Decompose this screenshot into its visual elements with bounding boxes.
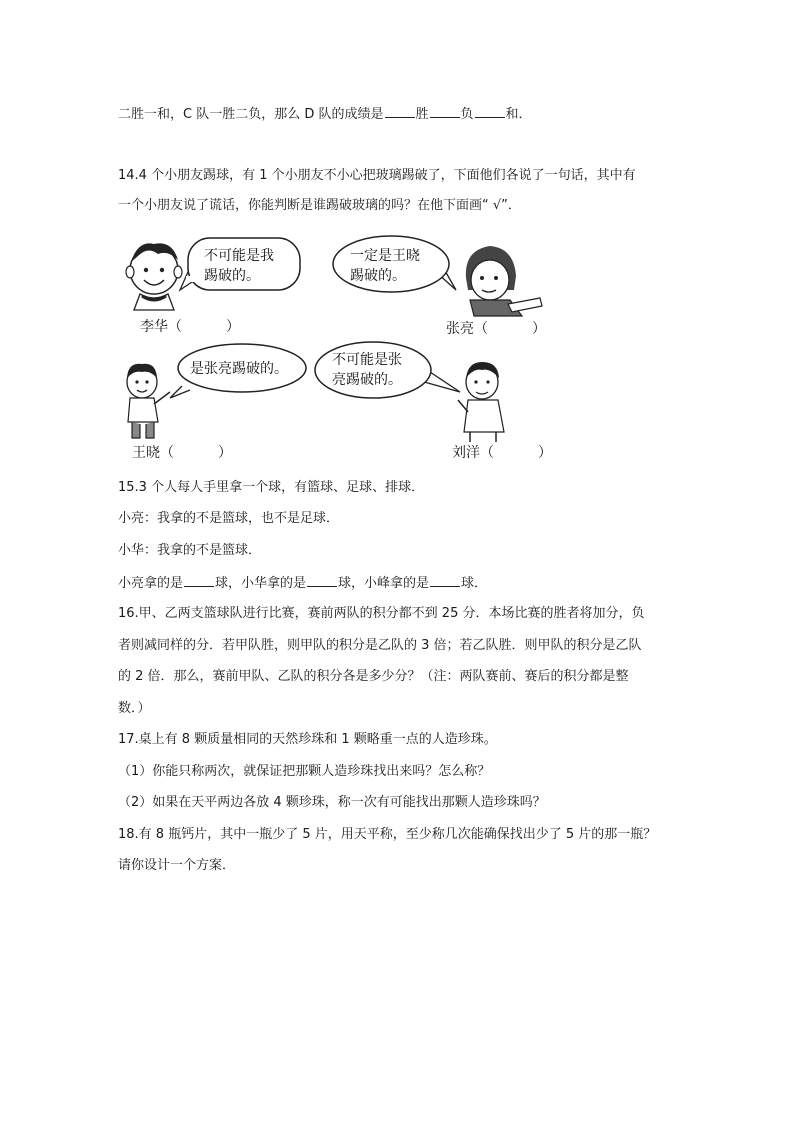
answer-blank[interactable] [307, 572, 337, 587]
lihua-name-label [140, 316, 240, 336]
answer-blank[interactable] [430, 103, 460, 118]
answer-blank[interactable] [385, 103, 415, 118]
zhangliang-speech-bubble [333, 236, 456, 292]
lihua-cartoon [126, 243, 182, 310]
paren-open: （ [480, 445, 494, 461]
q13-text-3: 负 [460, 107, 474, 122]
question-14-line-2: 一个小朋友说了谎话，你能判断是谁踢破玻璃的吗？在他下面画“ √”． [118, 198, 521, 213]
wangxiao-cartoon [127, 364, 170, 438]
children-speech-figure [118, 232, 552, 468]
liuyang-bubble-line-1: 不可能是张 [332, 352, 402, 368]
wangxiao-speech-bubble [170, 344, 306, 398]
q13-text-1: 二胜一和，C 队一胜二负，那么 D 队的成绩是 [118, 107, 384, 122]
question-15-xiaoliang: 小亮：我拿的不是篮球，也不是足球． [118, 511, 340, 526]
question-15: 15.3 个人每人手里拿一个球，有篮球、足球、排球． [118, 480, 425, 495]
lihua-bubble-line-2: 踢破的。 [204, 268, 260, 284]
answer-blank[interactable] [184, 572, 214, 587]
figure-svg [118, 232, 548, 468]
question-17-part-2: （2）如果在天平两边各放 4 颗珍珠，称一次有可能找出那颗人造珍珠吗？ [118, 795, 546, 810]
zhangliang-bubble-line-1: 一定是王晓 [350, 248, 420, 264]
liuyang-name-label [452, 442, 552, 462]
wangxiao-bubble-line-1: 是张亮踢破的。 [190, 361, 288, 377]
zhangliang-cartoon [466, 246, 542, 316]
question-17: 17.桌上有 8 颗质量相同的天然珍珠和 1 颗略重一点的人造珍珠。 [118, 732, 497, 747]
paren-close: ） [538, 445, 552, 461]
q15-text-1: 小亮拿的是 [118, 576, 184, 591]
lihua-speech-bubble [180, 238, 300, 290]
liuyang-cartoon [458, 362, 504, 442]
q13-text-2: 胜 [415, 107, 429, 122]
zhangliang-bubble-line-2: 踢破的。 [350, 268, 406, 284]
paren-open: （ [160, 445, 174, 461]
wangxiao-name: 王晓 [132, 445, 160, 461]
liuyang-bubble-line-2: 亮踢破的。 [332, 372, 402, 388]
paren-close: ） [532, 321, 546, 337]
paren-close: ） [218, 445, 232, 461]
liuyang-name: 刘洋 [452, 445, 480, 461]
lihua-bubble-line-1: 不可能是我 [204, 248, 274, 264]
paren-close: ） [226, 319, 240, 335]
question-17-part-1: （1）你能只称两次，就保证把那颗人造珍珠找出来吗？怎么称？ [118, 764, 491, 779]
question-15-xiaohua: 小华：我拿的不是篮球． [118, 543, 262, 558]
question-18-line-2: 请你设计一个方案． [118, 858, 236, 873]
zhangliang-name-label [446, 318, 546, 338]
question-16-line-1: 16.甲、乙两支篮球队进行比赛，赛前两队的积分都不到 25 分．本场比赛的胜者将加分，负 [118, 606, 645, 621]
q15-text-2: 球，小华拿的是 [215, 576, 307, 591]
answer-blank[interactable] [430, 572, 460, 587]
paren-open: （ [474, 321, 488, 337]
liuyang-speech-bubble [315, 342, 460, 398]
question-14-line-1: 14.4 个小朋友踢球，有 1 个小朋友不小心把玻璃踢破了，下面他们各说了一句话，其中有 [118, 168, 636, 183]
paren-open: （ [168, 319, 182, 335]
zhangliang-name: 张亮 [446, 321, 474, 337]
wangxiao-name-label [132, 442, 232, 462]
q13-text-4: 和． [505, 107, 532, 122]
question-16-line-4: 数．） [118, 701, 151, 716]
question-16-line-2: 者则减同样的分．若甲队胜，则甲队的积分是乙队的 3 倍；若乙队胜．则甲队的积分是乙队 [118, 638, 642, 653]
question-13-continuation [118, 103, 532, 125]
q15-text-3: 球，小峰拿的是 [338, 576, 430, 591]
question-15-answer [118, 572, 487, 594]
lihua-name: 李华 [140, 319, 168, 335]
question-16-line-3: 的 2 倍．那么，赛前甲队、乙队的积分各是多少分？（注：两队赛前、赛后的积分都是整 [118, 669, 629, 684]
answer-blank[interactable] [475, 103, 505, 118]
question-18-line-1: 18.有 8 瓶钙片，其中一瓶少了 5 片，用天平称，至少称几次能确保找出少了 5 片的那一瓶？ [118, 827, 657, 842]
q15-text-4: 球． [461, 576, 488, 591]
